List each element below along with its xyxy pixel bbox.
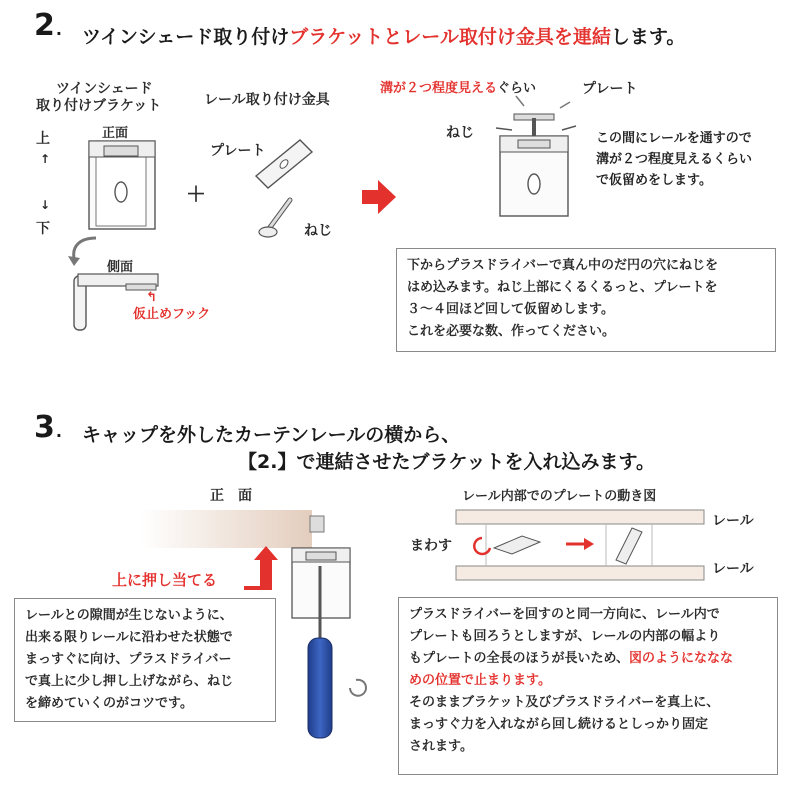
step-2-instruction-box: 下からプラスドライバーで真ん中のだ円の穴にねじを はめ込みます。ねじ上部にくるくるっと、プレートを ３～４回ほど回して仮留めします。 これを必要な数、作ってください。 (396, 248, 776, 352)
step-2-number: 2. (34, 8, 63, 43)
side-label: 側面 (107, 260, 134, 275)
step-3-title-line1: キャップを外したカーテンレールの横から、 (82, 424, 461, 446)
plus-sign: ＋ (186, 182, 206, 206)
hardware-label: レール取り付け金具 (204, 92, 330, 108)
bracket-front-illustration (88, 140, 158, 232)
push-up-arrow-icon (244, 546, 278, 590)
rail-label-bottom: レール (712, 561, 754, 577)
step-3-number: 3. (34, 410, 63, 445)
up-label: 上 (36, 131, 50, 147)
up-arrow-icon: ↑ (40, 152, 51, 166)
rotate-label: まわす (410, 538, 452, 554)
step-3-left-instruction-box: レールとの隙間が生じないように、 出来る限りレールに沿わせた状態で まっすぐに向け、プラスドライバー で真上に少し押し上げながら、ねじ を締めていくのがコツです。 (14, 598, 276, 722)
bracket-label-line1: ツインシェード (56, 81, 153, 97)
hook-label: 仮止めフック (133, 307, 211, 322)
step-3-right-instruction-box: プラスドライバーを回すのと同一方向に、レール内で プレートも回ろうとしますが、レールの内部の幅より もプレートの全長のほうが長いため、図のようにななな めの位置で止まります。 そのままブラケット及びプラスドライバーを真上に、 まっすぐ力を入れながら回し続けるとしっかり固定 されます。 (398, 597, 778, 775)
bracket-label-line2: 取り付けブラケット (36, 98, 162, 114)
rail-label-top: レール (712, 513, 754, 529)
rail-inner-diagram (456, 508, 706, 584)
front-label: 正面 (102, 126, 129, 141)
groove-note: 溝が２つ程度見えるぐらい (380, 81, 537, 96)
screw-label-right: ねじ (446, 125, 474, 141)
down-arrow-icon: ↓ (40, 198, 51, 212)
plate-label: プレート (210, 143, 266, 159)
plate-illustration (254, 136, 316, 192)
screw-label: ねじ (304, 223, 332, 239)
step-2-title: ツインシェード取り付けブラケットとレール取付け金具を連結します。 (82, 26, 686, 48)
hook-arrow-icon: ↰ (146, 290, 157, 305)
step-3-title-line2: 【2.】で連結させたブラケットを入れ込みます。 (238, 451, 655, 473)
front-label-step3: 正 面 (210, 488, 252, 504)
down-label: 下 (36, 221, 50, 237)
gap-note: この間にレールを通すので 溝が２つ程度見えるくらい で仮留めをします。 (596, 131, 753, 188)
screw-illustration (258, 194, 298, 240)
plate-label-right: プレート (582, 81, 638, 97)
push-up-label: 上に押し当てる (112, 571, 218, 589)
rail-diagram-title: レール内部でのプレートの動き図 (462, 489, 657, 504)
right-arrow-icon (362, 180, 396, 214)
assembled-bracket-illustration (490, 92, 580, 218)
